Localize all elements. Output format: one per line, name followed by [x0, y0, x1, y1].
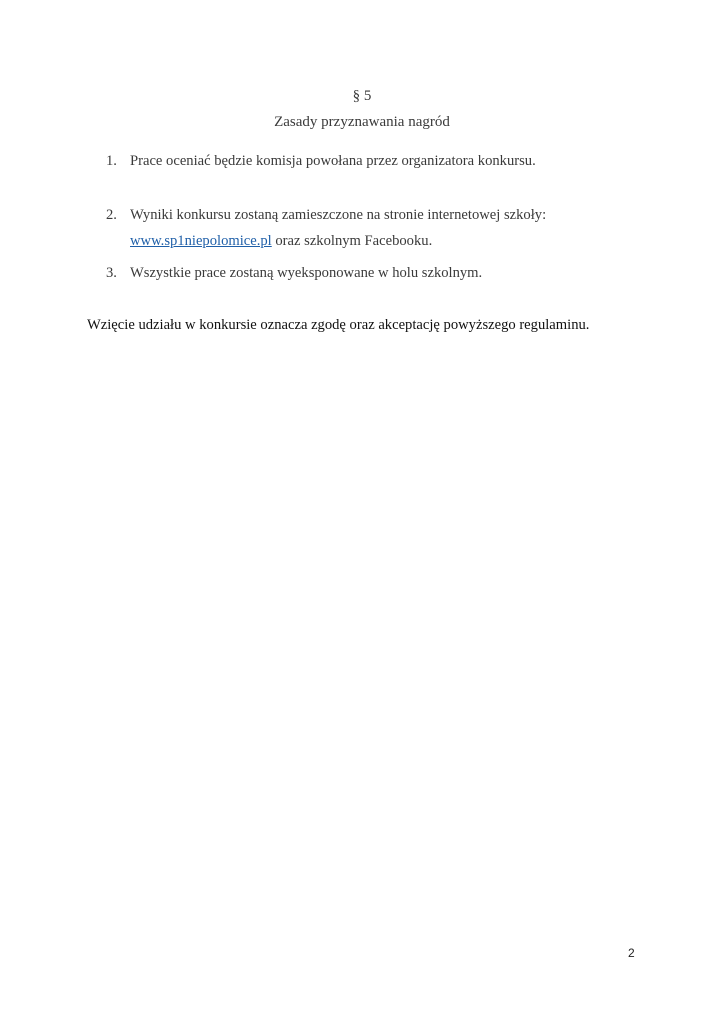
list-item-text: Prace oceniać będzie komisja powołana przez organizatora konkursu. — [130, 153, 536, 169]
section-mark: § 5 — [352, 88, 372, 104]
list-item-text-suffix: oraz szkolnym Facebooku. — [271, 233, 433, 249]
closing-statement: Wzięcie udziału w konkursie oznacza zgodę oraz akceptację powyższego regulaminu. — [87, 317, 590, 333]
list-item-number: 2. — [106, 207, 117, 223]
list-item-text-line: Wyniki konkursu zostaną zamieszczone na stronie internetowej szkoły: — [130, 207, 547, 223]
school-website-link[interactable]: www.sp1niepolomice.pl — [130, 233, 272, 249]
list-item-text: Wszystkie prace zostaną wyeksponowane w holu szkolnym. — [130, 265, 483, 281]
section-title: Zasady przyznawania nagród — [274, 114, 450, 130]
list-item-number: 1. — [106, 153, 117, 169]
list-item-number: 3. — [106, 265, 117, 281]
list-item-text — [130, 202, 660, 254]
page-number: 2 — [628, 946, 635, 960]
